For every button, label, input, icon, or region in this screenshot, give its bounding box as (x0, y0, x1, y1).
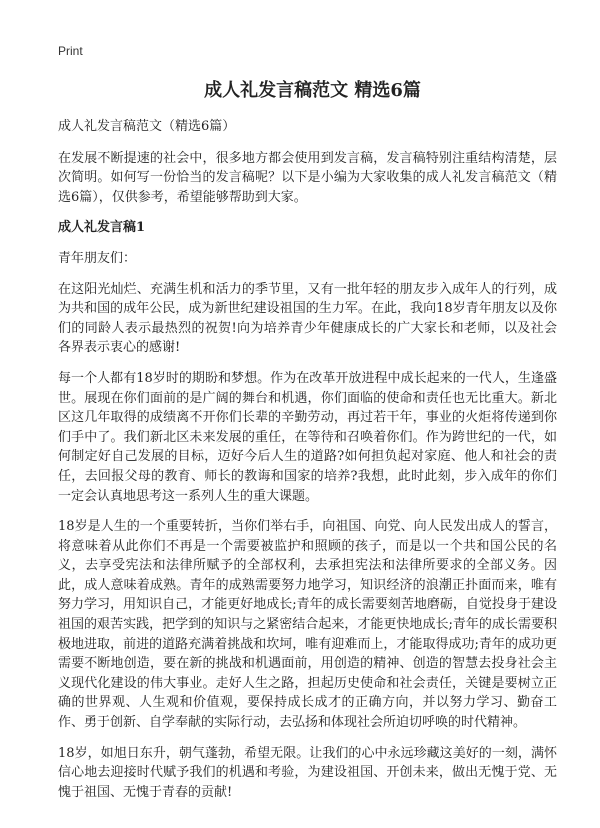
body-paragraph-2: 每一个人都有18岁时的期盼和梦想。作为在改革开放进程中成长起来的一代人，生逢盛世。展现在你们面前的是广阔的舞台和机遇，你们面临的使命和责任也无比重大。新北区这几年取得的成绩离不开你们长辈的辛勤劳动，再过若干年，事业的火炬将传递到你们手中了。我们新北区未来发展的重任，在等待和召唤着你们。作为跨世纪的一代，如何制定好自己发展的目标，迈好今后人生的道路?如何担负起对家庭、他人和社会的责任，去回报父母的教育、师长的教诲和国家的培养?我想，此时此刻，步入成年的你们一定会认真地思考这一系列人生的重大课题。 (58, 370, 557, 504)
document-title: 成人礼发言稿范文 精选6篇 (204, 80, 421, 101)
salutation: 青年朋友们： (58, 250, 137, 266)
intro-paragraph: 在发展不断提速的社会中，很多地方都会使用到发言稿，发言稿特别注重结构清楚，层次简明。如何写一份恰当的发言稿呢？以下是小编为大家收集的成人礼发言稿范文（精选6篇），仅供参考，希望能够帮助到大家。 (58, 150, 557, 205)
section-heading: 成人礼发言稿1 (58, 220, 146, 236)
document-subtitle: 成人礼发言稿范文（精选6篇） (58, 119, 236, 134)
body-paragraph-4: 18岁，如旭日东升，朝气蓬勃，希望无限。让我们的心中永远珍藏这美好的一刻，满怀信心地去迎接时代赋予我们的机遇和考验，为建设祖国、开创未来，做出无愧于党、无愧于祖国、无愧于青春的贡献! (58, 745, 557, 800)
body-paragraph-3: 18岁是人生的一个重要转折，当你们举右手，向祖国、向党、向人民发出成人的誓言，将意味着从此你们不再是一个需要被监护和照顾的孩子，而是以一个共和国公民的名义，去享受宪法和法律所赋予的全部权利，去承担宪法和法律所要求的全部义务。因此，成人意味着成熟。青年的成熟需要努力地学习，知识经济的浪潮正扑面而来，唯有努力学习，用知识自己，才能更好地成长;青年的成长需要刻苦地磨砺，自觉投身于建设祖国的艰苦实践，把学到的知识与之紧密结合起来，才能更快地成长;青年的成长需要积极地进取，前进的道路充满着挑战和坎坷，唯有迎难而上，才能取得成功;青年的成功更需要不断地创造，要在新的挑战和机遇面前，用创造的精神、创造的智慧去投身社会主义现代化建设的伟大事业。走好人生之路，担起历史使命和社会责任，关键是要树立正确的世界观、人生观和价值观，要保持成长成才的正确方向，并以努力学习、勤奋工作、勇于创新、自学奉献的实际行动，去弘扬和体现社会所迫切呼唤的时代精神。 (58, 519, 557, 731)
print-link[interactable]: Print (58, 44, 83, 58)
body-paragraph-1: 在这阳光灿烂、充满生机和活力的季节里，又有一批年轻的朋友步入成年人的行列，成为共和国的成年公民，成为新世纪建设祖国的生力军。在此，我向18岁青年朋友以及你们的同龄人表示最热烈的祝贺!向为培养青少年健康成长的广大家长和老师，以及社会各界表示衷心的感谢! (58, 281, 557, 356)
